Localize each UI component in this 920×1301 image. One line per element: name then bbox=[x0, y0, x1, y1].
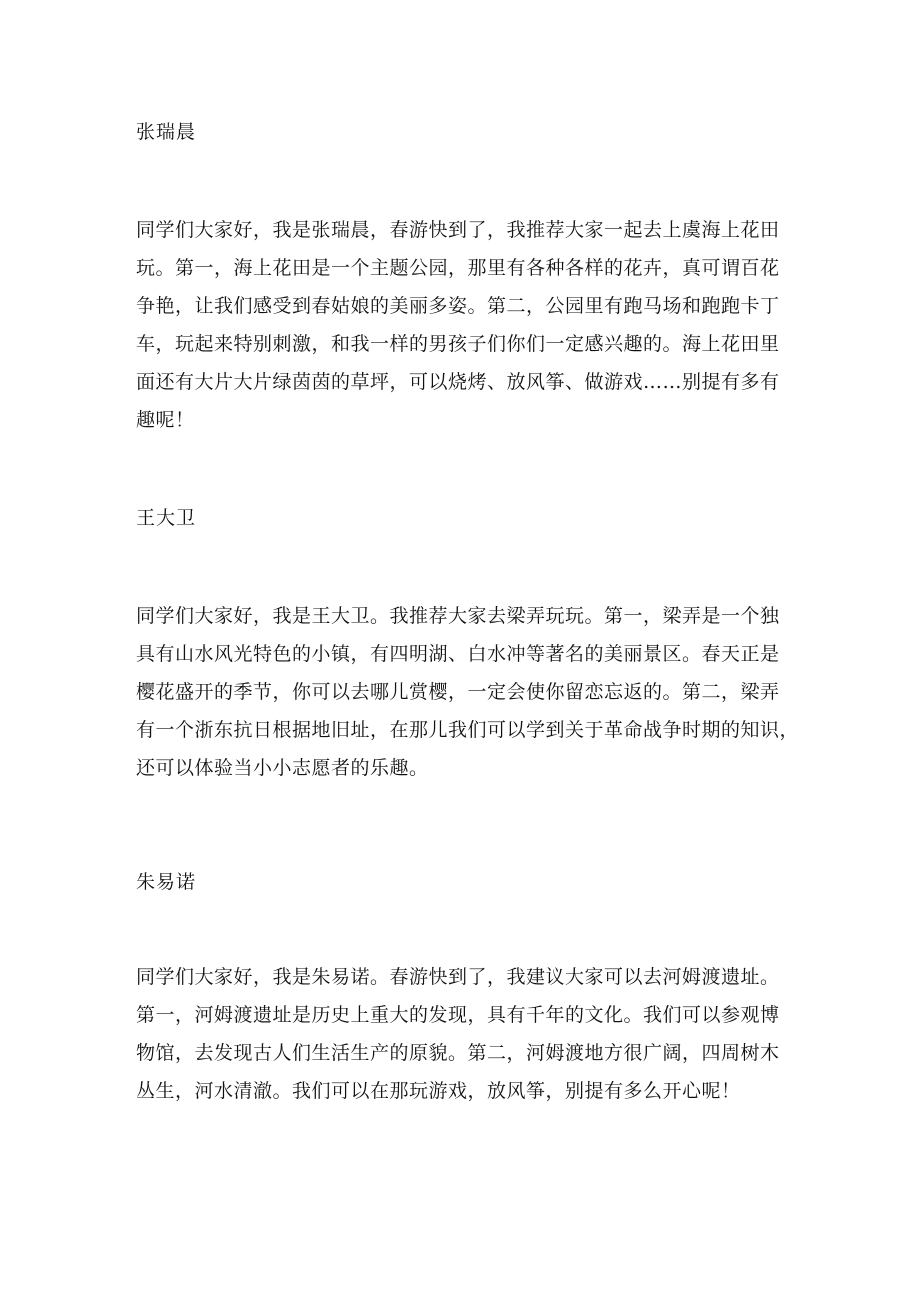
paragraph-line: 同学们大家好，我是王大卫。我推荐大家去梁弄玩玩。第一，梁弄是一个独 bbox=[136, 605, 780, 627]
paragraph-line: 丛生，河水清澈。我们可以在那玩游戏，放风筝，别提有多么开心呢！ bbox=[136, 1080, 741, 1102]
paragraph-line: 趣呢！ bbox=[136, 409, 195, 431]
paragraph-line: 同学们大家好，我是张瑞晨，春游快到了，我推荐大家一起去上虞海上花田 bbox=[136, 219, 780, 241]
speaker-name: 朱易诺 bbox=[136, 871, 197, 893]
paragraph-line: 还可以体验当小小志愿者的乐趣。 bbox=[136, 757, 429, 779]
paragraph-line: 面还有大片大片绿茵茵的草坪，可以烧烤、放风筝、做游戏……别提有多有 bbox=[136, 371, 780, 393]
speech-paragraph bbox=[136, 211, 796, 439]
speech-paragraph bbox=[136, 958, 796, 1110]
paragraph-line: 争艳，让我们感受到春姑娘的美丽多姿。第二，公园里有跑马场和跑跑卡丁 bbox=[136, 295, 780, 317]
speaker-name: 王大卫 bbox=[136, 507, 197, 529]
speech-paragraph bbox=[136, 597, 800, 787]
paragraph-line: 物馆，去发现古人们生活生产的原貌。第二，河姆渡地方很广阔，四周树木 bbox=[136, 1042, 780, 1064]
paragraph-line: 樱花盛开的季节，你可以去哪儿赏樱，一定会使你留恋忘返的。第二，梁弄 bbox=[136, 681, 780, 703]
paragraph-line: 第一，河姆渡遗址是历史上重大的发现，具有千年的文化。我们可以参观博 bbox=[136, 1004, 780, 1026]
speaker-name: 张瑞晨 bbox=[136, 121, 197, 143]
paragraph-line: 同学们大家好，我是朱易诺。春游快到了，我建议大家可以去河姆渡遗址。 bbox=[136, 966, 780, 988]
paragraph-line: 具有山水风光特色的小镇，有四明湖、白水冲等著名的美丽景区。春天正是 bbox=[136, 643, 780, 665]
paragraph-line: 玩。第一，海上花田是一个主题公园，那里有各种各样的花卉，真可谓百花 bbox=[136, 257, 780, 279]
paragraph-line: 有一个浙东抗日根据地旧址，在那儿我们可以学到关于革命战争时期的知识， bbox=[136, 719, 800, 741]
paragraph-line: 车，玩起来特别刺激，和我一样的男孩子们你们一定感兴趣的。海上花田里 bbox=[136, 333, 780, 355]
